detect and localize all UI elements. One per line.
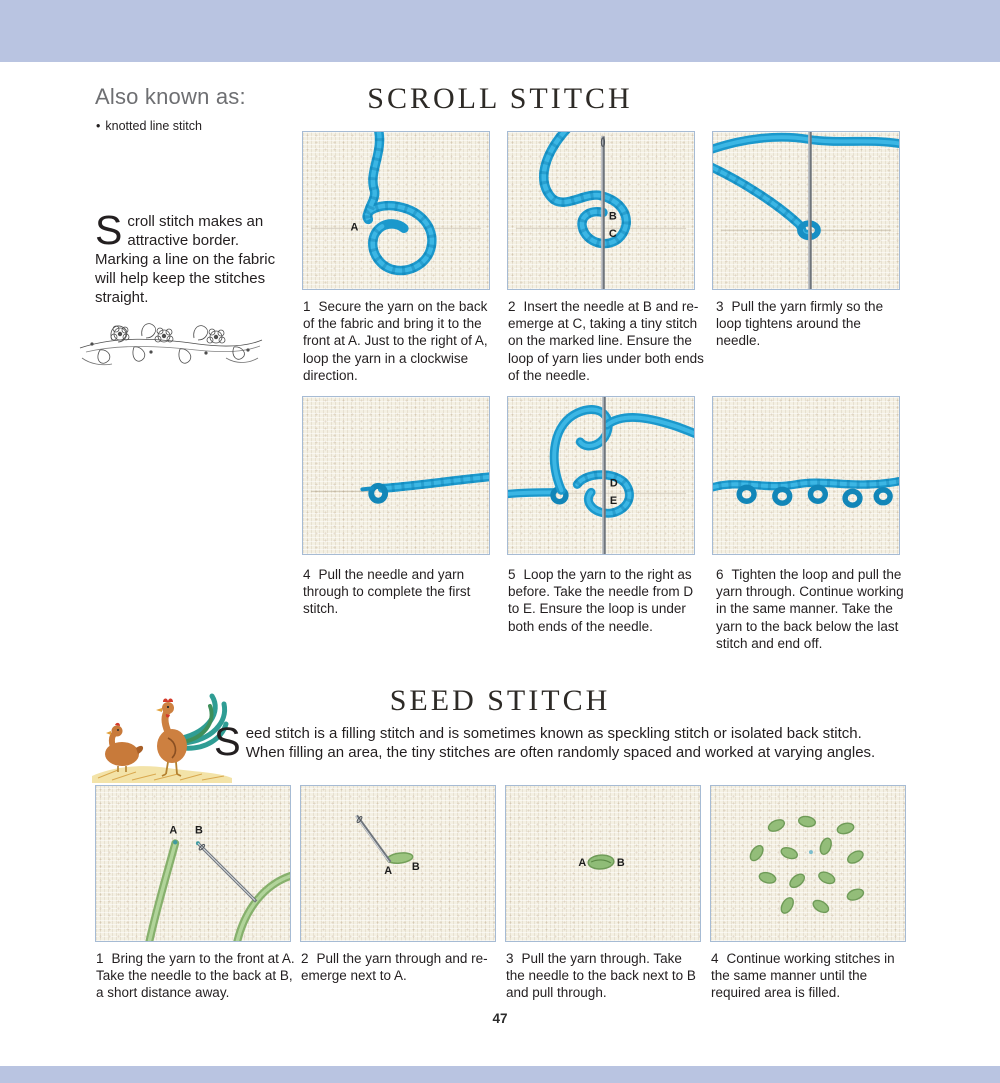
seed-stitch-intro	[214, 720, 886, 764]
scroll-step-5-caption: 5 Loop the yarn to the right as before. Take the needle from D to E. Ensure the loop is under both ends of the needle.	[508, 567, 694, 634]
scroll-step-1-photo	[302, 131, 490, 290]
seed-step-4-photo	[710, 785, 906, 942]
svg-text:E: E	[609, 495, 618, 508]
alt-name-item	[96, 119, 202, 133]
scroll-step-2-caption: 2 Insert the needle at B and re-emerge at C, taking a tiny stitch on the marked line. Ensure the loop of yarn lies under both ends of the needle.	[508, 299, 704, 383]
scroll-step-6-caption: 6 Tighten the loop and pull the yarn through. Continue working in the same manner. Take the yarn to the back below the last stitch and end off.	[716, 567, 904, 651]
svg-text:A: A	[350, 221, 359, 234]
alt-name-label: knotted line stitch	[105, 119, 202, 133]
page-number: 47	[492, 1011, 508, 1026]
seed-stitch-title: SEED STITCH	[389, 684, 611, 717]
svg-text:A: A	[169, 824, 178, 837]
scroll-stitch-title: SCROLL STITCH	[367, 82, 633, 115]
intro-text: eed stitch is a filling stitch and is sometimes known as speckling stitch or isolated back stitch. When filling an area, the tiny stitches are often randomly spaced and worked at varying angles.	[245, 725, 876, 761]
floral-spray-illustration	[76, 306, 266, 385]
dropcap: S	[214, 720, 241, 764]
scroll-step-6-photo	[712, 396, 900, 555]
seed-step-3-photo	[505, 785, 701, 942]
svg-text:B: B	[608, 210, 617, 223]
bullet-marker: •	[96, 119, 101, 133]
svg-text:A: A	[578, 856, 587, 869]
scroll-step-1-caption: 1 Secure the yarn on the back of the fabric and bring it to the front at A. Just to the right of A, loop the yarn in a clockwise direction.	[303, 299, 488, 383]
seed-step-2-caption: 2 Pull the yarn through and re-emerge next to A.	[301, 951, 488, 984]
bottom-banner	[0, 1066, 1000, 1083]
svg-text:B: B	[411, 860, 420, 873]
dropcap: S	[95, 207, 123, 253]
svg-text:C: C	[608, 228, 617, 241]
scroll-step-5-photo	[507, 396, 695, 555]
scroll-step-3-photo	[712, 131, 900, 290]
svg-text:D: D	[609, 477, 618, 490]
intro-text: croll stitch makes an attractive border. Marking a line on the fabric will help keep the stitches straight.	[95, 213, 276, 306]
seed-step-1-caption: 1 Bring the yarn to the front at A. Take the needle to the back at B, a short distance away.	[96, 951, 295, 1001]
seed-step-3-caption: 3 Pull the yarn through. Take the needle to the back next to B and pull through.	[506, 951, 696, 1001]
svg-text:B: B	[616, 856, 625, 869]
top-banner	[0, 0, 1000, 62]
seed-step-2-photo	[300, 785, 496, 942]
scroll-step-4-caption: 4 Pull the needle and yarn through to complete the first stitch.	[303, 567, 471, 617]
svg-text:A: A	[384, 864, 393, 877]
scroll-step-3-caption: 3 Pull the yarn firmly so the loop tightens around the needle.	[716, 299, 884, 349]
svg-text:B: B	[195, 824, 203, 837]
seed-step-4-caption: 4 Continue working stitches in the same manner until the required area is filled.	[711, 951, 895, 1001]
scroll-stitch-intro	[95, 207, 277, 307]
scroll-step-2-photo	[507, 131, 695, 290]
scroll-step-4-photo	[302, 396, 490, 555]
seed-step-1-photo	[95, 785, 291, 942]
also-known-as-heading: Also known as:	[95, 84, 246, 109]
